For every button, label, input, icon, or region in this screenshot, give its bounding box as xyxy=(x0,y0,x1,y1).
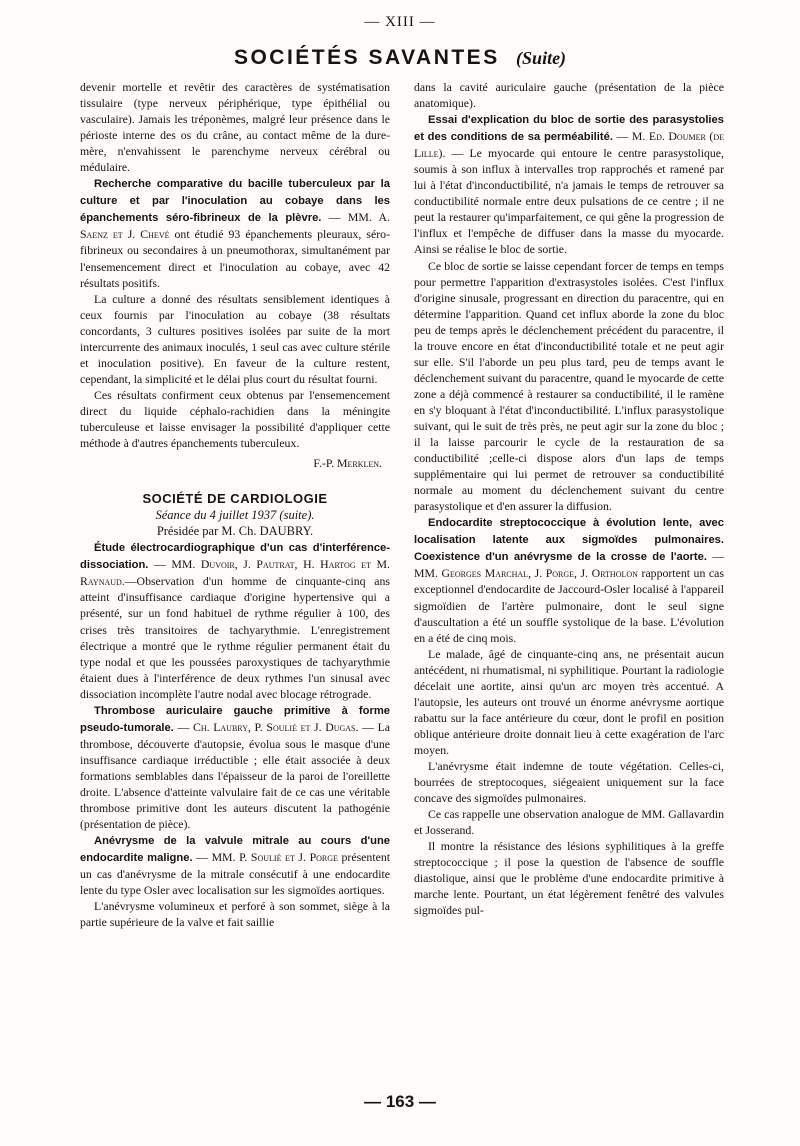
article-title: Thrombose auriculaire gauche primitive à forme pseudo-tumorale. xyxy=(80,704,390,734)
article-title: Étude électrocardiographique d'un cas d'interférence-dissociation. xyxy=(80,542,390,572)
header-title: SOCIÉTÉS SAVANTES xyxy=(233,46,500,69)
article-text: ont étudié 93 épanchements pleuraux, séro-fibrineux ou secondaires à un pneumothorax, simultanément par l'ensemencement direct et l'inoculation au cobaye, avec 42 résultats positifs. xyxy=(80,227,390,290)
society-title: SOCIÉTÉ DE CARDIOLOGIE xyxy=(142,491,328,507)
article-text: —Observation d'un homme de cinquante-cinq ans atteint d'insuffisance cardiaque d'origine hypertensive qui a présenté, sur un fond habituel de rythme régulier à 100, des crises très transitoires de tachyarythmie. L'enregistrement électrique a montré que le rythme régulier permanent était du type nodal et que les poussées paroxystiques de tachyarythmie étaient dues à l'interférence de deux rythmes l'un sinusal avec dissociation incomplète l'autre nodal avec blocage rétrograde. xyxy=(80,574,390,701)
article-authors: — MM. P. Soulié et J. Porge xyxy=(196,850,338,865)
article-text: — La thrombose, découverte d'autopsie, évolua sous le masque d'une insuffisance cardiaque irréductible ; elle était associée à deux formations semblables dans l'épaisseur de la paroi de l'oreillette droite. L'absence d'atteinte valvulaire fait de ce cas une véritable thrombose primitive dont les auteurs discutent la pathogénie (présentation de pièce). xyxy=(80,719,391,832)
article-authors: — MM. A. Saenz et J. Chevé xyxy=(80,210,391,242)
presidee: Présidée par M. Ch. DAUBRY. xyxy=(156,524,314,539)
article-text: présentent un cas d'anévrysme de la mitrale consécutif à une endocardite lente du type Osler avec localisation sur les sigmoïdes aortiques. xyxy=(80,850,391,898)
article-authors: — MM. Georges Marchal, J. Porge, J. Ortholon xyxy=(414,549,724,581)
roman-page-number: — XIII — xyxy=(364,14,436,30)
paragraph: Il montre la résistance des lésions syphilitiques à la greffe streptococcique ; il pose la question de l'absence de souffle diastolique, ainsi que le problème d'une endocardite primitive à marche lente. Pourtant, un état légèrement fenêtré des valvules sigmoïdes pul- xyxy=(414,839,724,918)
article-endocardite xyxy=(414,514,724,645)
page-number: — 163 — xyxy=(364,1092,436,1111)
article-text: — Le myocarde qui entoure le centre parasystolique, soumis à son influx à intervalles trop rapprochés et ramené par lui à l'état d'inconductibilité, n'a jamais le temps de retrouver sa conductibilité normale entre deux pulsations de ce centre ; il ne peut la restaurer qu'imparfaitement, ce qui gêne la progression de l'influx et l'empêche de diffuser dans la masse du myocarde. Ainsi se réalise le bloc de sortie. xyxy=(414,146,724,257)
seance-date: Séance du 4 juillet 1937 (suite). xyxy=(155,508,315,523)
paragraph: L'anévrysme volumineux et perforé à son sommet, siège à la partie supérieure de la valve et fait saillie xyxy=(80,899,390,930)
article-title: Recherche comparative du bacille tuberculeux par la culture et par l'inoculation au cobaye dans les épanchements séro-fibrineux de la plèvre. xyxy=(80,178,390,225)
article-bloc-sortie xyxy=(414,111,724,257)
article-authors: — MM. Duvoir, J. Pautrat, H. Hartog et M. Raynaud. xyxy=(80,557,390,589)
paragraph: Le malade, âgé de cinquante-cinq ans, ne présentait aucun antécédent, ni rhumatismal, ni syphilitique. Pourtant la radiologie décelait une aortite, ainsi qu'un arc moyen très accentué. A l'autopsie, les auteurs ont trouvé un énorme anévrysme aortique rabattu sur la face antérieure du cœur, dont le profil en position oblique antérieure droite donnait lieu à cette exagération de l'arc moyen. xyxy=(414,646,724,757)
left-column xyxy=(80,79,390,930)
signature: F.-P. Merklen. xyxy=(313,456,382,471)
header-suite: (Suite) xyxy=(516,48,567,68)
article-title: Anévrysme de la valvule mitrale au cours d'une endocardite maligne. xyxy=(80,835,390,865)
paragraph: La culture a donné des résultats sensiblement identiques à ceux fournis par l'inoculation au cobaye (38 résultats concordants, 3 cultures positives isolées par suite de la mort intercurrente des animaux inoculés, 1 seul cas avec culture stérile et inoculation positive). En faveur de la culture restent, cependant, la simplicité et le délai plus court du résultat fourni. xyxy=(80,291,390,386)
article-electrocardiographique xyxy=(80,539,390,701)
paragraph: L'anévrysme était indemne de toute végétation. Celles-ci, bourrées de streptocoques, siégeaient uniquement sur la face concave des sigmoïdes pulmonaires. xyxy=(414,758,724,806)
page-header xyxy=(0,46,800,70)
article-title: Essai d'explication du bloc de sortie des parasystolies et des conditions de sa perméabilité. xyxy=(414,114,724,144)
paragraph: devenir mortelle et revêtir des caractères de systématisation tissulaire (type nerveux périphérique, type épithélial ou vasculaire). Jamais les tréponèmes, malgré leur présence dans le périoste interne des os du crâne, au contact même de la dure-mère, n'envahissent le parenchyme nerveux cérébral ou médulaire. xyxy=(80,80,390,175)
article-authors: — M. Ed. Doumer (de Lille). xyxy=(414,129,724,161)
paragraph: Ce cas rappelle une observation analogue de MM. Gallavardin et Josserand. xyxy=(414,807,724,838)
article-text: rapportent un cas exceptionnel d'endocardite de Jaccourd-Osler localisé à l'appareil sigmoïdien de l'artère pulmonaire, dont le seul signe d'auscultation a été un souffle systolique de la base. L'évolution en a été de cinq mois. xyxy=(414,566,724,645)
right-column xyxy=(414,79,724,918)
article-title: Endocardite streptococcique à évolution lente, avec localisation latente aux sigmoïdes pulmonaires. Coexistence d'un anévrysme de la crosse de l'aorte. xyxy=(414,517,724,564)
paragraph: dans la cavité auriculaire gauche (présentation de la pièce anatomique). xyxy=(414,80,724,111)
article-authors: — Ch. Laubry, P. Soulié et J. Dugas. xyxy=(177,719,359,734)
article-tuberculeux xyxy=(80,175,390,290)
paragraph: Ces résultats confirment ceux obtenus par l'ensemencement direct du liquide céphalo-rachidien dans la méningite tuberculeuse et laisse envisager la possibilité d'appliquer cette méthode à d'autres épanchements tuberculeux. xyxy=(80,387,390,451)
article-thrombose xyxy=(80,702,390,832)
article-anevrysme-mitrale xyxy=(80,832,390,898)
paragraph: Ce bloc de sortie se laisse cependant forcer de temps en temps pour permettre l'apparition d'extrasystoles isolées. C'est l'influx d'origine sinusale, progressant en direction du paracentre, qui en détermine l'apparition. Quand cet influx aborde la zone du bloc peu de temps après le déclenchement précédent du paracentre, il la trouve encore en état d'inconductibilité totale et ne peut agir sur elle. S'il l'aborde un peu plus tard, peu de temps avant le déclenchement suivant du paracentre, quand le myocarde de cette zone a déjà commencé à restaurer sa conductibilité, il le ramène en s'y bloquant à l'état d'inconductibilité. L'influx parasystolique suivant, qui le suit de très près, ne peut agir sur la zone du bloc ; il la laisse parcourir le cycle de la restauration de sa conductibilité ;celle-ci dispose alors d'un laps de temps supplémentaire qui lui permet de retrouver sa conductibilité normale au moment du déclenchement suivant du centre parasystolique et d'en assurer la diffusion. xyxy=(414,258,724,514)
